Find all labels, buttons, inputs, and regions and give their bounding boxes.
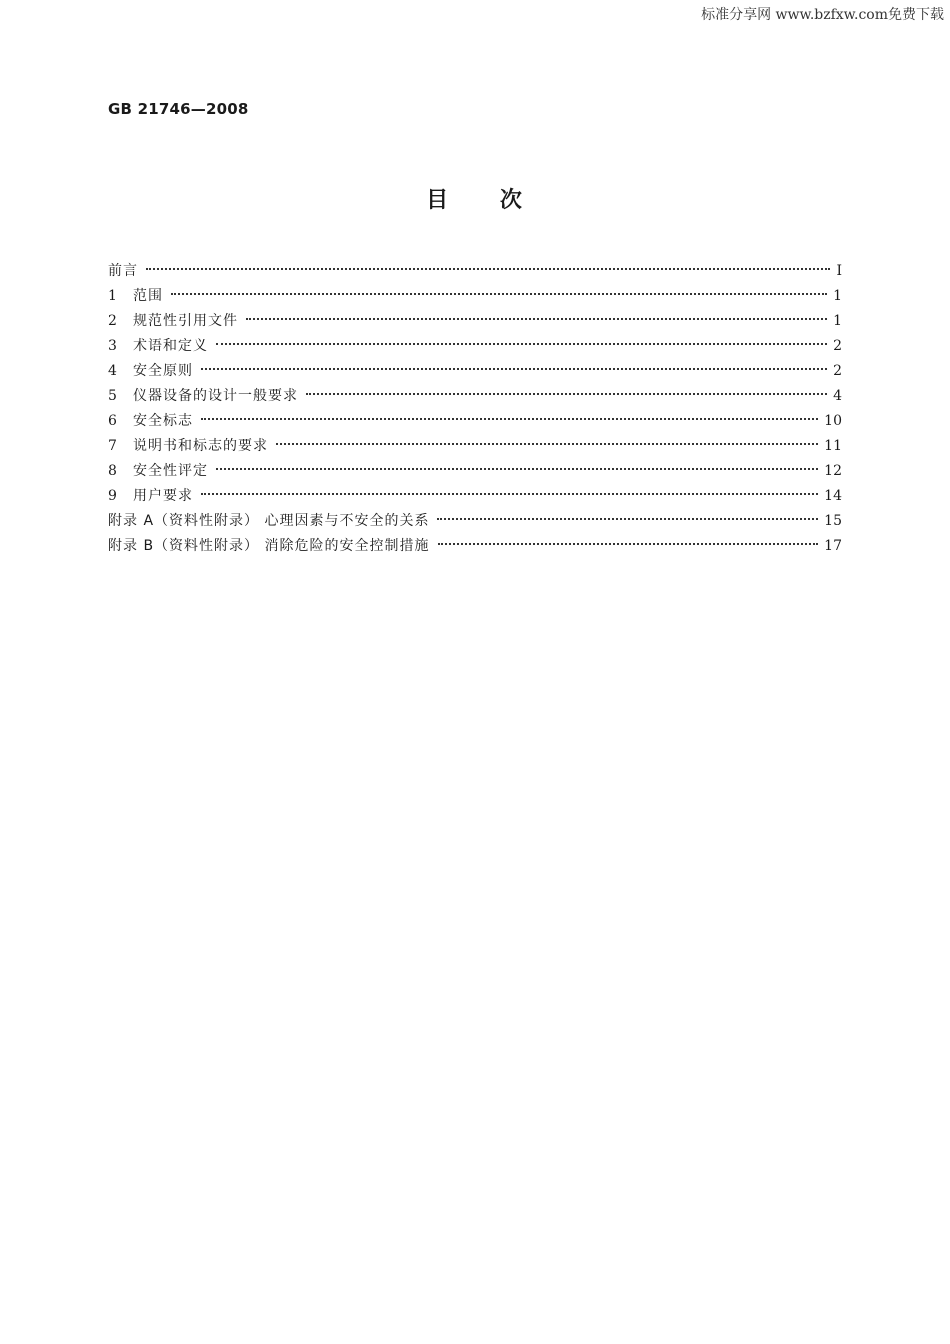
toc-leader-dots <box>146 268 830 270</box>
toc-entry-number: 2 <box>108 313 117 329</box>
toc-entry-appendix-a[interactable] <box>108 509 842 534</box>
toc-entry-6[interactable] <box>108 409 842 434</box>
standard-code: GB 21746—2008 <box>108 100 249 118</box>
toc-entry-9[interactable] <box>108 484 842 509</box>
toc-entry-number: 4 <box>108 363 117 379</box>
toc-leader-dots <box>171 293 827 295</box>
toc-entry-2[interactable] <box>108 309 842 334</box>
toc-entry-title: 附录 B（资料性附录） 消除危险的安全控制措施 <box>108 538 430 554</box>
toc-entry-title: 规范性引用文件 <box>133 313 238 329</box>
toc-page-number: 15 <box>824 513 842 529</box>
toc-entry-number: 8 <box>108 463 117 479</box>
toc-entry-title: 安全原则 <box>133 363 193 379</box>
toc-entry-title: 说明书和标志的要求 <box>133 438 268 454</box>
toc-page-number: 2 <box>833 338 842 354</box>
toc-leader-dots <box>201 368 827 370</box>
toc-page-number: 2 <box>833 363 842 379</box>
toc-entry-1[interactable] <box>108 284 842 309</box>
toc-entry-title: 范围 <box>133 288 163 304</box>
toc-entry-5[interactable] <box>108 384 842 409</box>
toc-entry-title: 仪器设备的设计一般要求 <box>133 388 298 404</box>
toc-page-number: 17 <box>824 538 842 554</box>
toc-entry-foreword[interactable] <box>108 259 842 284</box>
toc-entry-3[interactable] <box>108 334 842 359</box>
toc-page-number: 4 <box>833 388 842 404</box>
toc-entry-number: 5 <box>108 388 117 404</box>
toc-leader-dots <box>437 518 818 520</box>
toc-entry-appendix-b[interactable] <box>108 534 842 559</box>
toc-page-number: 14 <box>824 488 842 504</box>
toc-leader-dots <box>201 493 818 495</box>
toc-entry-title: 安全性评定 <box>133 463 208 479</box>
toc-page-number: 1 <box>833 313 842 329</box>
toc-entry-title: 安全标志 <box>133 413 193 429</box>
toc-entry-title: 前言 <box>108 263 138 279</box>
toc-entry-8[interactable] <box>108 459 842 484</box>
toc-entry-number: 7 <box>108 438 117 454</box>
toc-entry-7[interactable] <box>108 434 842 459</box>
toc-leader-dots <box>306 393 827 395</box>
toc-entry-4[interactable] <box>108 359 842 384</box>
table-of-contents <box>108 259 842 559</box>
toc-page-number: 10 <box>824 413 842 429</box>
toc-leader-dots <box>216 468 818 470</box>
toc-entry-title: 术语和定义 <box>133 338 208 354</box>
toc-entry-title: 用户要求 <box>133 488 193 504</box>
toc-page-number: 11 <box>824 438 842 454</box>
toc-page-number: Ⅰ <box>836 263 842 279</box>
toc-leader-dots <box>276 443 818 445</box>
toc-leader-dots <box>201 418 818 420</box>
toc-leader-dots <box>246 318 827 320</box>
toc-entry-title: 附录 A（资料性附录） 心理因素与不安全的关系 <box>108 513 430 529</box>
toc-page-number: 1 <box>833 288 842 304</box>
toc-entry-number: 1 <box>108 288 117 304</box>
watermark-text: 标准分享网 www.bzfxw.com免费下载 <box>701 7 944 23</box>
toc-entry-number: 6 <box>108 413 117 429</box>
toc-leader-dots <box>216 343 827 345</box>
toc-entry-number: 3 <box>108 338 117 354</box>
toc-page-number: 12 <box>824 463 842 479</box>
toc-title: 目 次 <box>426 188 524 213</box>
toc-leader-dots <box>438 543 819 545</box>
toc-entry-number: 9 <box>108 488 117 504</box>
